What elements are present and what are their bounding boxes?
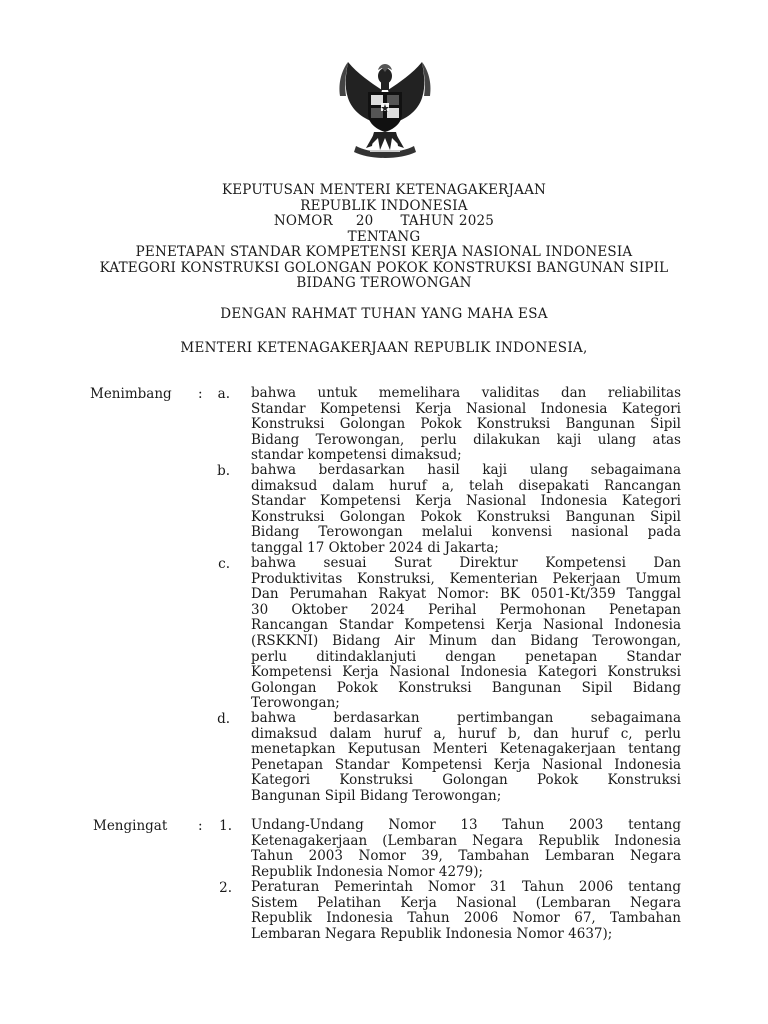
text-line: bahwa untuk memelihara validitas dan reliabilitas	[251, 385, 681, 401]
text-line: dimaksud dalam huruf a, huruf b, dan huruf c, perlu	[251, 725, 681, 742]
text-line: 30 Oktober 2024 Perihal Permohonan Penetapan	[251, 601, 681, 618]
text-line: Standar Kompetensi Kerja Nasional Indonesia Kategori	[251, 493, 681, 510]
text-line: Ketenagakerjaan (Lembaran Negara Republik Indonesia	[251, 832, 681, 849]
text-line: dimaksud dalam huruf a, telah disepakati Rancangan	[251, 477, 681, 494]
item-marker: 2.	[219, 880, 232, 896]
nomor-label: NOMOR	[273, 213, 333, 229]
menteri-line: MENTERI KETENAGAKERJAAN REPUBLIK INDONESIA,	[180, 340, 588, 356]
menimbang-colon: :	[198, 386, 203, 402]
text-line: Peraturan Pemerintah Nomor 31 Tahun 2006 tentang	[251, 879, 681, 895]
item-text	[251, 386, 681, 464]
header-tentang: TENTANG	[347, 228, 421, 245]
text-line: Penetapan Standar Kompetensi Kerja Nasional Indonesia	[251, 756, 681, 773]
text-line: Standar Kompetensi Kerja Nasional Indonesia Kategori	[251, 400, 681, 417]
text-line: perlu ditindaklanjuti dengan penetapan Standar	[251, 648, 681, 665]
item-marker: a.	[217, 386, 230, 402]
text-line: bahwa sesuai Surat Direktur Kompetensi Dan	[251, 555, 681, 571]
text-line: bahwa berdasarkan pertimbangan sebagaimana	[251, 710, 681, 726]
text-line: tanggal 17 Oktober 2024 di Jakarta;	[251, 539, 499, 556]
text-line: Republik Indonesia Nomor 4279);	[251, 863, 484, 880]
document-header	[0, 183, 768, 292]
text-line: Undang-Undang Nomor 13 Tahun 2003 tentang	[251, 817, 681, 833]
text-line: Tahun 2003 Nomor 39, Tambahan Lembaran Negara	[251, 848, 681, 865]
text-line: menetapkan Keputusan Menteri Ketenagakerjaan tentang	[251, 741, 681, 758]
rahmat-line: DENGAN RAHMAT TUHAN YANG MAHA ESA	[220, 306, 548, 322]
header-title-3: BIDANG TEROWONGAN	[296, 275, 472, 291]
text-line: standar kompetensi dimaksud;	[251, 447, 462, 464]
text-line: (RSKKNI) Bidang Air Minum dan Bidang Terowongan,	[251, 632, 681, 649]
text-line: Golongan Pokok Konstruksi Bangunan Sipil Bidang	[251, 679, 681, 696]
garuda-emblem	[330, 52, 440, 160]
text-line: Konstruksi Golongan Pokok Konstruksi Bangunan Sipil	[251, 508, 681, 525]
item-text	[251, 880, 681, 942]
item-marker: b.	[217, 463, 230, 479]
header-nomor-line	[0, 214, 768, 230]
mengingat-colon: :	[198, 818, 203, 834]
menimbang-label: Menimbang	[90, 386, 172, 402]
text-line: Rancangan Standar Kompetensi Kerja Nasional Indonesia	[251, 617, 681, 634]
text-line: Konstruksi Golongan Pokok Konstruksi Bangunan Sipil	[251, 416, 681, 433]
header-title-2: KATEGORI KONSTRUKSI GOLONGAN POKOK KONSTRUKSI BANGUNAN SIPIL	[99, 259, 669, 276]
item-text	[251, 711, 681, 805]
text-line: Lembaran Negara Republik Indonesia Nomor 4637);	[251, 925, 613, 942]
item-text	[251, 463, 681, 557]
text-line: Produktivitas Konstruksi, Kementerian Pekerjaan Umum	[251, 570, 681, 587]
header-line-2: REPUBLIK INDONESIA	[300, 197, 468, 214]
mengingat-label: Mengingat	[93, 818, 168, 834]
nomor-value: 20	[355, 213, 374, 229]
item-marker: c.	[218, 556, 230, 572]
text-line: Sistem Pelatihan Kerja Nasional (Lembaran Negara	[251, 894, 681, 911]
text-line: Dan Perumahan Rakyat Nomor: BK 0501-Kt/359 Tanggal	[251, 586, 681, 603]
text-line: Bidang Terowongan, perlu dilakukan kaji ulang atas	[251, 431, 681, 448]
text-line: Republik Indonesia Tahun 2006 Nomor 67, Tambahan	[251, 910, 681, 927]
item-marker: d.	[217, 711, 230, 727]
text-line: Bangunan Sipil Bidang Terowongan;	[251, 787, 502, 804]
tahun-text: TAHUN 2025	[400, 213, 495, 229]
text-line: Kategori Konstruksi Golongan Pokok Konstruksi	[251, 772, 681, 789]
text-line: Bidang Terowongan melalui konvensi nasional pada	[251, 524, 681, 541]
header-title-1: PENETAPAN STANDAR KOMPETENSI KERJA NASIONAL INDONESIA	[135, 244, 633, 260]
header-line-1: KEPUTUSAN MENTERI KETENAGAKERJAAN	[221, 182, 547, 198]
text-line: Terowongan;	[251, 695, 340, 712]
item-text	[251, 556, 681, 712]
item-marker: 1.	[219, 818, 232, 834]
item-text	[251, 818, 681, 880]
text-line: Kompetensi Kerja Nasional Indonesia Kategori Konstruksi	[251, 664, 681, 681]
text-line: bahwa berdasarkan hasil kaji ulang sebagaimana	[251, 462, 681, 478]
